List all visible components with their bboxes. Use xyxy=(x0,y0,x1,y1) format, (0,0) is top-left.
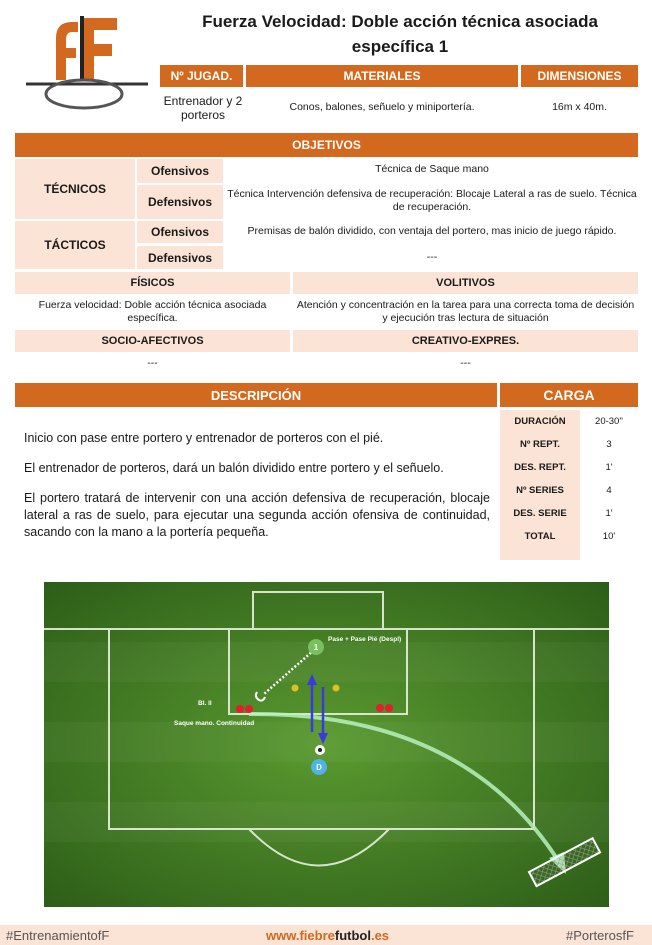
tacticos-label: TÁCTICOS xyxy=(15,221,135,269)
footer-website[interactable] xyxy=(266,928,389,943)
socio-afectivos-label: SOCIO-AFECTIVOS xyxy=(15,330,290,352)
carga-label: Nº REPT. xyxy=(500,433,580,456)
carga-label: Nº SERIES xyxy=(500,479,580,502)
volitivos-label: VOLITIVOS xyxy=(293,272,638,294)
creativo-text: --- xyxy=(460,357,471,370)
carga-value: 1' xyxy=(605,462,613,473)
header-players-label: Nº JUGAD. xyxy=(160,65,243,87)
carga-label: DES. SERIE xyxy=(500,502,580,525)
footer xyxy=(0,925,652,945)
tecnicos-ofensivos-text: Técnica de Saque mano xyxy=(375,163,489,176)
player-d-label: D xyxy=(316,762,322,772)
fisicos-text: Fuerza velocidad: Doble acción técnica asociada específica. xyxy=(38,298,267,324)
carga-label: TOTAL xyxy=(500,525,580,548)
tecnicos-label: TÉCNICOS xyxy=(15,159,135,219)
carga-value: 1' xyxy=(605,508,613,519)
objectives-header: OBJETIVOS xyxy=(15,133,638,157)
carga-label: DURACIÓN xyxy=(500,410,580,433)
description-p1: Inicio con pase entre portero y entrenador de porteros con el pié. xyxy=(24,431,384,445)
label-pass: Pase + Pase Pié (Despl) xyxy=(328,636,402,643)
fisicos-label: FÍSICOS xyxy=(15,272,290,294)
carga-row xyxy=(500,433,638,456)
tecnicos-defensivos-text: Técnica Intervención defensiva de recuperación: Blocaje Lateral a ras de suelo. Técnica de recuperación. xyxy=(227,187,637,213)
tecnicos-defensivos-label: Defensivos xyxy=(137,185,223,219)
footer-website-c: .es xyxy=(370,928,390,943)
description-header: DESCRIPCIÓN xyxy=(15,383,497,407)
tecnicos-ofensivos-label: Ofensivos xyxy=(137,159,223,183)
carga-spacer xyxy=(500,548,580,560)
label-blocaje: Bl. ll xyxy=(198,700,212,707)
carga-table xyxy=(500,410,638,548)
carga-header: CARGA xyxy=(500,383,638,407)
footer-website-a: www.fiebre xyxy=(266,928,335,943)
description-body xyxy=(24,430,490,540)
creativo-label: CREATIVO-EXPRES. xyxy=(293,330,638,352)
player-1-label: 1 xyxy=(313,642,319,652)
page-title: Fuerza Velocidad: Doble acción técnica asociada específica 1 xyxy=(202,12,598,56)
description-p2: El entrenador de porteros, dará un balón dividido entre portero y el señuelo. xyxy=(24,460,444,475)
header-dimensions-label: DIMENSIONES xyxy=(521,65,638,87)
carga-row xyxy=(500,502,638,525)
carga-row xyxy=(500,410,638,433)
tacticos-ofensivos-label: Ofensivos xyxy=(137,221,223,243)
carga-row xyxy=(500,479,638,502)
carga-value: 4 xyxy=(606,485,612,496)
footer-website-b: futbol xyxy=(334,928,371,943)
tacticos-defensivos-text: --- xyxy=(426,250,438,263)
description-p3: El portero tratará de intervenir con una acción defensiva de recuperación, blocaje lateral a ras de suelo, para ejecutar una segunda acción ofensiva de continuidad, sacando con la mano a la portería pequeña. xyxy=(24,490,490,539)
carga-row xyxy=(500,456,638,479)
label-saque: Saque mano. Continuidad xyxy=(174,720,255,727)
players-value: Entrenador y 2 porteros xyxy=(163,93,243,122)
carga-value: 20-30'' xyxy=(595,416,623,427)
tacticos-defensivos-label: Defensivos xyxy=(137,246,223,269)
carga-row xyxy=(500,525,638,548)
volitivos-text: Atención y concentración en la tarea para una correcta toma de decisión y ejecución tras lectura de situación xyxy=(296,298,635,324)
footer-hashtag-right: #PorterosfF xyxy=(566,928,634,943)
carga-label: DES. REPT. xyxy=(500,456,580,479)
logo-graphic xyxy=(22,10,152,116)
materials-value: Conos, balones, señuelo y miniportería. xyxy=(289,101,475,114)
carga-value: 10' xyxy=(602,531,616,542)
logo xyxy=(22,10,152,116)
field-svg xyxy=(44,582,609,907)
tacticos-ofensivos-text: Premisas de balón dividido, con ventaja del portero, mas inicio de juego rápido. xyxy=(247,225,617,238)
carga-value: 3 xyxy=(606,439,612,450)
header-materials-label: MATERIALES xyxy=(246,65,518,87)
field-diagram xyxy=(44,582,609,907)
dimensions-value: 16m x 40m. xyxy=(552,101,607,114)
footer-hashtag-left: #EntrenamientofF xyxy=(6,928,110,943)
socio-afectivos-text: --- xyxy=(147,357,158,370)
